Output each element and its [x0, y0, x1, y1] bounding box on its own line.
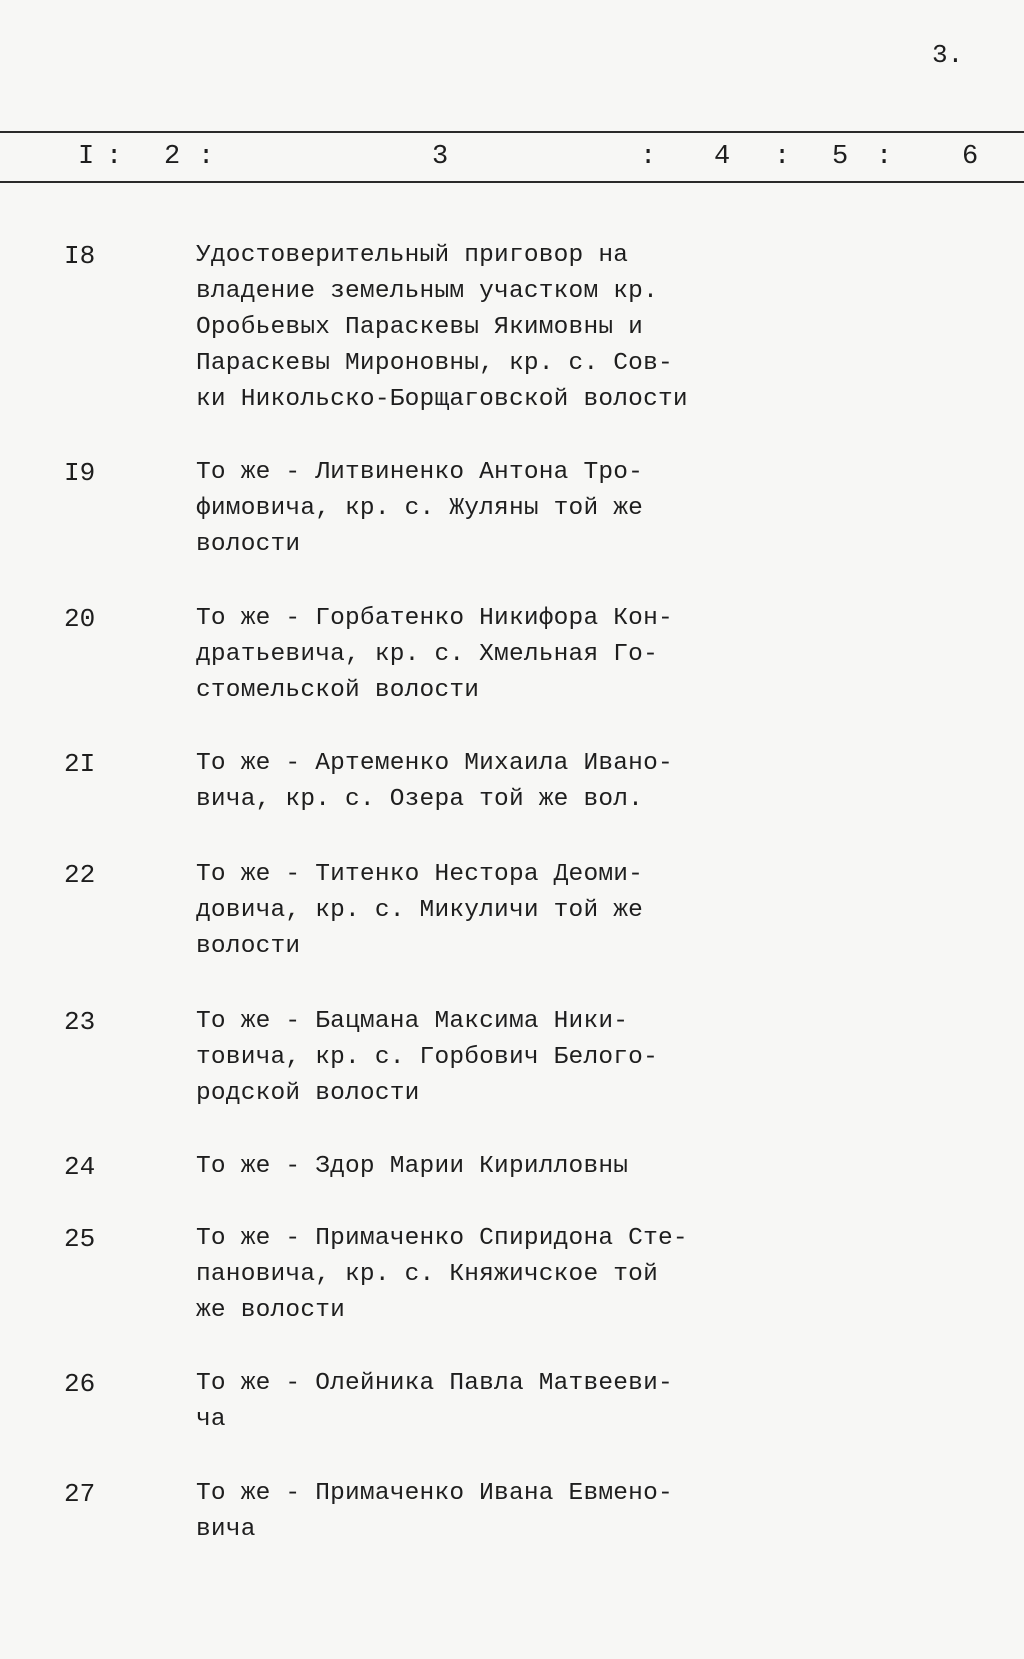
entry-text: То же - Горбатенко Никифора Кон- дратьевича, кр. с. Хмельная Го- стомельской волости: [196, 605, 673, 704]
entry-number: 27: [64, 1479, 96, 1509]
entry-number: 23: [64, 1007, 96, 1037]
entry-text: То же - Примаченко Ивана Евмено- вича: [196, 1480, 673, 1543]
entry-text: То же - Титенко Нестора Деоми- довича, кр. с. Микуличи той же волости: [196, 861, 644, 960]
entry-text: То же - Артеменко Михаила Ивано- вича, кр. с. Озера той же вол.: [196, 750, 673, 813]
column-separator: :: [876, 142, 893, 172]
header-bottom-rule: [0, 181, 1024, 183]
column-separator: :: [640, 142, 657, 172]
entry-text: То же - Примаченко Спиридона Сте- пановича, кр. с. Княжичское той же волости: [196, 1225, 688, 1324]
entry-text: Удостоверительный приговор на владение земельным участком кр. Оробьевых Параскевы Якимовны и Параскевы Мироновны, кр. с. Сов- ки Никольско-Борщаговской волости: [196, 242, 688, 413]
entry-number: 26: [64, 1369, 96, 1399]
entry-number: 20: [64, 604, 96, 634]
entry-text: То же - Олейника Павла Матвееви- ча: [196, 1370, 673, 1433]
column-separator: :: [774, 142, 791, 172]
column-header-4: 4: [714, 142, 731, 172]
column-header-5: 5: [832, 142, 849, 172]
column-separator: :: [198, 142, 215, 172]
entry-number: 22: [64, 860, 96, 890]
column-separator: :: [106, 142, 123, 172]
entry-number: I9: [64, 458, 96, 488]
entry-number: 2I: [64, 749, 96, 779]
column-header-1: I: [78, 142, 95, 172]
column-header-6: 6: [962, 142, 979, 172]
page-number: 3.: [932, 40, 964, 70]
entry-text: То же - Бацмана Максима Ники- товича, кр. с. Горбович Белого- родской волости: [196, 1008, 658, 1107]
header-top-rule: [0, 131, 1024, 133]
entry-number: 24: [64, 1152, 96, 1182]
column-header-3: 3: [432, 142, 449, 172]
column-header-2: 2: [164, 142, 181, 172]
entry-text: То же - Литвиненко Антона Тро- фимовича, кр. с. Жуляны той же волости: [196, 459, 644, 558]
entry-text: То же - Здор Марии Кирилловны: [196, 1153, 629, 1180]
entry-number: I8: [64, 241, 96, 271]
entry-number: 25: [64, 1224, 96, 1254]
